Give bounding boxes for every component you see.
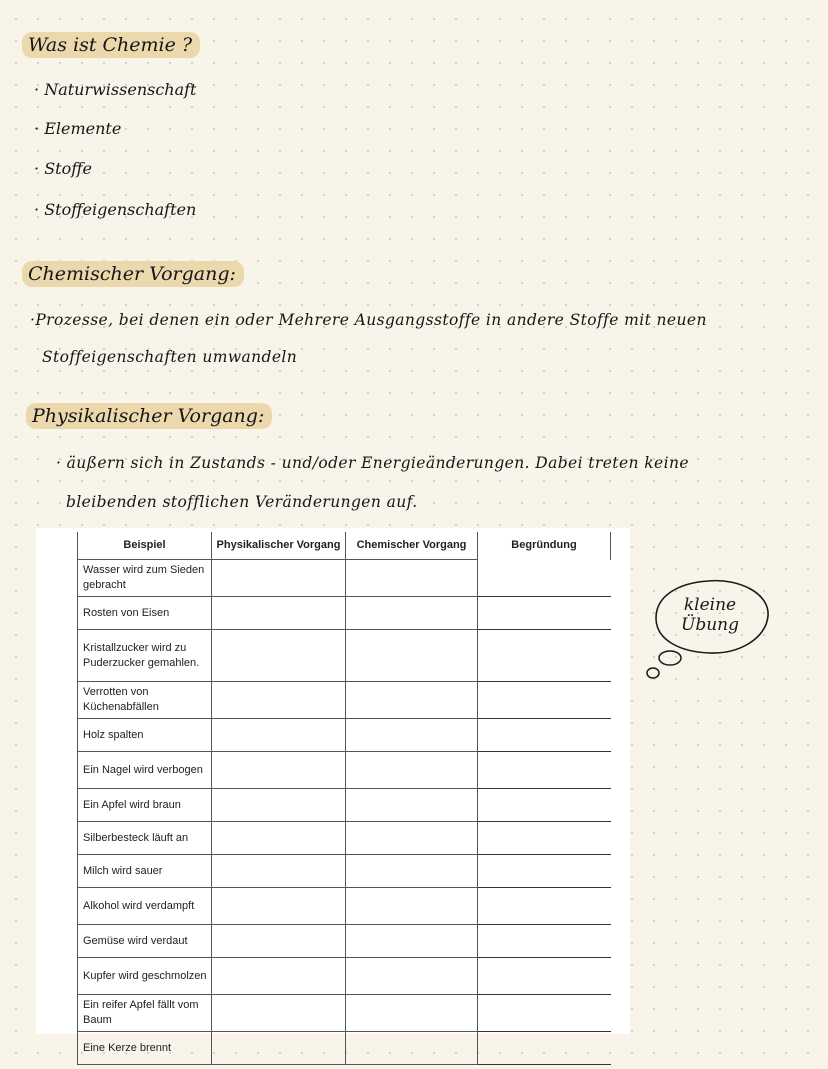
- reason-cell[interactable]: [478, 855, 611, 888]
- physical-cell[interactable]: [212, 958, 346, 995]
- table-row: [78, 995, 611, 1032]
- chemical-cell[interactable]: [346, 888, 478, 925]
- chemical-cell[interactable]: [346, 855, 478, 888]
- table-row: [78, 888, 611, 925]
- chemical-cell[interactable]: [346, 719, 478, 752]
- physical-cell[interactable]: [212, 719, 346, 752]
- example-cell: Milch wird sauer: [78, 855, 212, 888]
- example-cell: Alkohol wird verdampft: [78, 888, 212, 925]
- header-begruendung: Begründung: [478, 532, 611, 560]
- chemical-definition-line2: Stoffeigenschaften umwandeln: [42, 348, 298, 366]
- chemical-cell[interactable]: [346, 560, 478, 597]
- reason-cell[interactable]: [478, 888, 611, 925]
- page-title: Was ist Chemie ?: [22, 34, 200, 56]
- table-row: [78, 630, 611, 682]
- physical-cell[interactable]: [212, 752, 346, 789]
- example-cell: Kristallzucker wird zu Puderzucker gemahlen.: [78, 630, 212, 682]
- table-row: [78, 789, 611, 822]
- physical-cell[interactable]: [212, 630, 346, 682]
- example-cell: Holz spalten: [78, 719, 212, 752]
- table-row: [78, 719, 611, 752]
- example-cell: Ein reifer Apfel fällt vom Baum: [78, 995, 212, 1032]
- table-row: [78, 958, 611, 995]
- bullet-item: · Stoffeigenschaften: [34, 200, 197, 219]
- example-cell: Ein Apfel wird braun: [78, 789, 212, 822]
- header-beispiel: Beispiel: [78, 532, 212, 560]
- physical-cell[interactable]: [212, 822, 346, 855]
- table-row: [78, 925, 611, 958]
- reason-cell[interactable]: [478, 597, 611, 630]
- chemical-cell[interactable]: [346, 630, 478, 682]
- bubble-text: kleine Übung: [681, 595, 739, 635]
- bubble-tail-icon: [640, 648, 690, 688]
- physical-definition-line2: bleibenden stofflichen Veränderungen auf.: [66, 493, 418, 511]
- physical-cell[interactable]: [212, 597, 346, 630]
- reason-cell[interactable]: [478, 1032, 611, 1065]
- table-row: [78, 560, 611, 597]
- bullet-item: · Stoffe: [34, 159, 93, 178]
- reason-cell[interactable]: [478, 958, 611, 995]
- reason-cell[interactable]: [478, 752, 611, 789]
- chemical-cell[interactable]: [346, 1032, 478, 1065]
- bullet-item: · Elemente: [34, 119, 122, 138]
- chemical-cell[interactable]: [346, 925, 478, 958]
- table-row: [78, 597, 611, 630]
- table-row: [78, 682, 611, 719]
- physical-heading: Physikalischer Vorgang:: [26, 405, 272, 427]
- example-cell: Wasser wird zum Sieden gebracht: [78, 560, 212, 597]
- header-physikalisch: Physikalischer Vorgang: [212, 532, 346, 560]
- physical-cell[interactable]: [212, 682, 346, 719]
- header-chemisch: Chemischer Vorgang: [346, 532, 478, 560]
- example-cell: Eine Kerze brennt: [78, 1032, 212, 1065]
- table-row: [78, 1032, 611, 1065]
- reason-cell[interactable]: [478, 822, 611, 855]
- chemical-cell[interactable]: [346, 995, 478, 1032]
- chemical-cell[interactable]: [346, 958, 478, 995]
- physical-cell[interactable]: [212, 925, 346, 958]
- example-cell: Silberbesteck läuft an: [78, 822, 212, 855]
- physical-cell[interactable]: [212, 995, 346, 1032]
- physical-cell[interactable]: [212, 855, 346, 888]
- chemical-cell[interactable]: [346, 822, 478, 855]
- example-cell: Verrotten von Küchenabfällen: [78, 682, 212, 719]
- chemical-cell[interactable]: [346, 789, 478, 822]
- chemical-cell[interactable]: [346, 597, 478, 630]
- reason-cell[interactable]: [478, 789, 611, 822]
- chemical-definition-line1: ·Prozesse, bei denen ein oder Mehrere Ausgangsstoffe in andere Stoffe mit neuen: [30, 311, 707, 329]
- physical-cell[interactable]: [212, 560, 346, 597]
- reason-cell[interactable]: [478, 682, 611, 719]
- chemical-heading: Chemischer Vorgang:: [22, 263, 244, 285]
- reason-cell[interactable]: [478, 995, 611, 1032]
- table-row: [78, 855, 611, 888]
- example-cell: Rosten von Eisen: [78, 597, 212, 630]
- example-cell: Kupfer wird geschmolzen: [78, 958, 212, 995]
- worksheet: [36, 528, 630, 1054]
- physical-cell[interactable]: [212, 888, 346, 925]
- example-cell: Gemüse wird verdaut: [78, 925, 212, 958]
- reason-cell[interactable]: [478, 630, 611, 682]
- chemical-cell[interactable]: [346, 682, 478, 719]
- reason-cell[interactable]: [478, 560, 611, 597]
- table-row: [78, 822, 611, 855]
- table-row: [78, 752, 611, 789]
- example-cell: Ein Nagel wird verbogen: [78, 752, 212, 789]
- bullet-item: · Naturwissenschaft: [34, 80, 197, 99]
- table-header-row: [78, 532, 611, 560]
- reason-cell[interactable]: [478, 719, 611, 752]
- chemical-cell[interactable]: [346, 752, 478, 789]
- physical-cell[interactable]: [212, 1032, 346, 1065]
- physical-definition-line1: · äußern sich in Zustands - und/oder Energieänderungen. Dabei treten keine: [56, 454, 689, 472]
- reason-cell[interactable]: [478, 925, 611, 958]
- worksheet-table: [77, 532, 611, 1065]
- physical-cell[interactable]: [212, 789, 346, 822]
